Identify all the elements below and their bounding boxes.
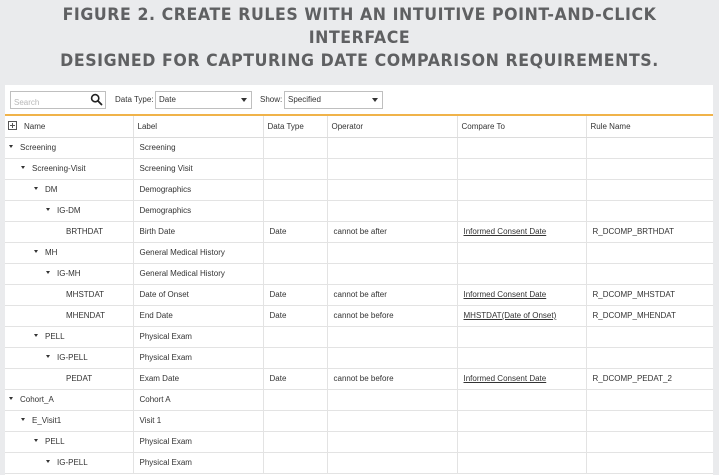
show-value: Specified bbox=[288, 95, 321, 104]
cell-operator bbox=[327, 179, 457, 200]
search-input[interactable] bbox=[11, 96, 89, 110]
cell-label: End Date bbox=[133, 305, 263, 326]
cell-rule-name bbox=[586, 452, 713, 473]
cell-label: General Medical History bbox=[133, 242, 263, 263]
row-name: BRTHDAT bbox=[66, 227, 104, 236]
row-name: IG-MH bbox=[57, 269, 81, 278]
rules-table bbox=[5, 116, 713, 474]
cell-operator bbox=[327, 452, 457, 473]
cell-label: General Medical History bbox=[133, 263, 263, 284]
cell-operator bbox=[327, 158, 457, 179]
cell-rule-name bbox=[586, 263, 713, 284]
cell-rule-name: R_DCOMP_MHSTDAT bbox=[586, 284, 713, 305]
cell-label: Visit 1 bbox=[133, 410, 263, 431]
cell-data-type bbox=[263, 452, 327, 473]
expand-all-icon[interactable] bbox=[8, 121, 17, 130]
figure-title bbox=[25, 4, 694, 73]
cell-rule-name bbox=[586, 179, 713, 200]
cell-name[interactable] bbox=[5, 137, 133, 158]
cell-name[interactable] bbox=[5, 263, 133, 284]
cell-label: Exam Date bbox=[133, 368, 263, 389]
cell-label: Physical Exam bbox=[133, 431, 263, 452]
table-row[interactable] bbox=[5, 347, 713, 368]
cell-data-type bbox=[263, 347, 327, 368]
table-row[interactable] bbox=[5, 410, 713, 431]
tree-toggle-icon[interactable] bbox=[46, 460, 50, 463]
cell-rule-name bbox=[586, 410, 713, 431]
cell-compare-to bbox=[457, 284, 586, 305]
tree-toggle-icon[interactable] bbox=[9, 397, 13, 400]
cell-data-type bbox=[263, 158, 327, 179]
table-row[interactable] bbox=[5, 137, 713, 158]
cell-name[interactable] bbox=[5, 389, 133, 410]
cell-rule-name: R_DCOMP_BRTHDAT bbox=[586, 221, 713, 242]
table-row[interactable] bbox=[5, 452, 713, 473]
cell-compare-to bbox=[457, 368, 586, 389]
cell-rule-name bbox=[586, 137, 713, 158]
data-type-label: Data Type: bbox=[115, 95, 154, 104]
cell-label: Demographics bbox=[133, 179, 263, 200]
cell-operator bbox=[327, 137, 457, 158]
table-row[interactable] bbox=[5, 368, 713, 389]
row-name: PELL bbox=[45, 437, 65, 446]
cell-operator bbox=[327, 242, 457, 263]
cell-name[interactable] bbox=[5, 284, 133, 305]
cell-data-type: Date bbox=[263, 305, 327, 326]
cell-operator bbox=[327, 326, 457, 347]
row-name: Screening bbox=[20, 143, 57, 152]
cell-operator bbox=[327, 389, 457, 410]
row-name: MH bbox=[45, 248, 58, 257]
table-row[interactable] bbox=[5, 431, 713, 452]
rules-table-body bbox=[5, 137, 713, 473]
tree-toggle-icon[interactable] bbox=[34, 334, 38, 337]
cell-name[interactable] bbox=[5, 431, 133, 452]
table-row[interactable] bbox=[5, 179, 713, 200]
cell-name[interactable] bbox=[5, 347, 133, 368]
row-name: IG-DM bbox=[57, 206, 81, 215]
row-name: Screening-Visit bbox=[32, 164, 86, 173]
cell-name[interactable] bbox=[5, 200, 133, 221]
row-name: DM bbox=[45, 185, 58, 194]
figure-title-line-1: FIGURE 2. CREATE RULES WITH AN INTUITIVE POINT-AND-CLICK INTERFACE bbox=[62, 5, 657, 48]
cell-name[interactable] bbox=[5, 158, 133, 179]
cell-compare-to bbox=[457, 158, 586, 179]
tree-toggle-icon[interactable] bbox=[9, 145, 13, 148]
cell-data-type bbox=[263, 410, 327, 431]
cell-data-type bbox=[263, 431, 327, 452]
column-header-data-type[interactable]: Data Type bbox=[263, 116, 327, 137]
table-header-row bbox=[5, 116, 713, 137]
tree-toggle-icon[interactable] bbox=[21, 418, 25, 421]
table-row[interactable] bbox=[5, 389, 713, 410]
cell-compare-to bbox=[457, 179, 586, 200]
column-header-label: Name bbox=[24, 121, 46, 131]
toolbar bbox=[5, 85, 713, 116]
cell-label: Screening Visit bbox=[133, 158, 263, 179]
cell-compare-to bbox=[457, 452, 586, 473]
table-row[interactable] bbox=[5, 305, 713, 326]
compare-to-link[interactable]: Informed Consent Date bbox=[463, 290, 547, 299]
cell-data-type bbox=[263, 263, 327, 284]
tree-toggle-icon[interactable] bbox=[46, 208, 50, 211]
cell-label: Demographics bbox=[133, 200, 263, 221]
column-header-compare-to[interactable]: Compare To bbox=[457, 116, 586, 137]
tree-toggle-icon[interactable] bbox=[34, 439, 38, 442]
cell-compare-to bbox=[457, 305, 586, 326]
column-header-operator[interactable]: Operator bbox=[327, 116, 457, 137]
data-type-value: Date bbox=[159, 95, 176, 104]
table-row[interactable] bbox=[5, 242, 713, 263]
cell-name[interactable] bbox=[5, 410, 133, 431]
cell-name[interactable] bbox=[5, 179, 133, 200]
column-header-rule-name[interactable]: Rule Name bbox=[586, 116, 713, 137]
compare-to-link[interactable]: Informed Consent Date bbox=[463, 374, 547, 383]
table-row[interactable] bbox=[5, 221, 713, 242]
cell-name[interactable] bbox=[5, 326, 133, 347]
table-row[interactable] bbox=[5, 326, 713, 347]
cell-name[interactable] bbox=[5, 242, 133, 263]
cell-rule-name: R_DCOMP_PEDAT_2 bbox=[586, 368, 713, 389]
rules-panel bbox=[5, 85, 713, 475]
row-name: MHSTDAT bbox=[66, 290, 105, 299]
cell-label: Cohort A bbox=[133, 389, 263, 410]
cell-label: Screening bbox=[133, 137, 263, 158]
tree-toggle-icon[interactable] bbox=[21, 166, 25, 169]
cell-rule-name bbox=[586, 389, 713, 410]
cell-rule-name: R_DCOMP_MHENDAT bbox=[586, 305, 713, 326]
chevron-down-icon bbox=[241, 98, 247, 102]
cell-name[interactable] bbox=[5, 452, 133, 473]
cell-operator: cannot be after bbox=[327, 284, 457, 305]
cell-data-type bbox=[263, 179, 327, 200]
cell-compare-to bbox=[457, 221, 586, 242]
cell-operator bbox=[327, 200, 457, 221]
cell-compare-to bbox=[457, 263, 586, 284]
cell-rule-name bbox=[586, 200, 713, 221]
cell-operator bbox=[327, 410, 457, 431]
table-row[interactable] bbox=[5, 263, 713, 284]
row-name: PEDAT bbox=[66, 374, 93, 383]
row-name: Cohort_A bbox=[20, 395, 54, 404]
cell-rule-name bbox=[586, 242, 713, 263]
cell-label: Physical Exam bbox=[133, 347, 263, 368]
cell-compare-to bbox=[457, 347, 586, 368]
column-header-name[interactable] bbox=[5, 116, 133, 137]
cell-rule-name bbox=[586, 158, 713, 179]
cell-data-type bbox=[263, 242, 327, 263]
figure-title-line-2: DESIGNED FOR CAPTURING DATE COMPARISON REQUIREMENTS. bbox=[60, 51, 659, 71]
cell-operator: cannot be before bbox=[327, 305, 457, 326]
cell-label: Physical Exam bbox=[133, 452, 263, 473]
cell-name[interactable] bbox=[5, 368, 133, 389]
table-row[interactable] bbox=[5, 158, 713, 179]
cell-compare-to bbox=[457, 389, 586, 410]
cell-data-type bbox=[263, 389, 327, 410]
cell-compare-to bbox=[457, 431, 586, 452]
cell-data-type: Date bbox=[263, 284, 327, 305]
cell-rule-name bbox=[586, 326, 713, 347]
tree-toggle-icon[interactable] bbox=[34, 250, 38, 253]
cell-compare-to bbox=[457, 137, 586, 158]
column-header-label[interactable]: Label bbox=[133, 116, 263, 137]
cell-label: Physical Exam bbox=[133, 326, 263, 347]
row-name: IG-PELL bbox=[57, 458, 88, 467]
cell-rule-name bbox=[586, 347, 713, 368]
tree-toggle-icon[interactable] bbox=[46, 271, 50, 274]
cell-compare-to bbox=[457, 200, 586, 221]
compare-to-link[interactable]: MHSTDAT(Date of Onset) bbox=[463, 311, 557, 320]
cell-operator bbox=[327, 263, 457, 284]
cell-rule-name bbox=[586, 431, 713, 452]
show-select[interactable] bbox=[284, 91, 383, 109]
cell-data-type bbox=[263, 137, 327, 158]
search-box[interactable] bbox=[10, 91, 106, 109]
cell-operator: cannot be after bbox=[327, 221, 457, 242]
cell-compare-to bbox=[457, 242, 586, 263]
cell-label: Birth Date bbox=[133, 221, 263, 242]
tree-toggle-icon[interactable] bbox=[34, 187, 38, 190]
cell-data-type: Date bbox=[263, 221, 327, 242]
cell-label: Date of Onset bbox=[133, 284, 263, 305]
chevron-down-icon bbox=[372, 98, 378, 102]
row-name: PELL bbox=[45, 332, 65, 341]
cell-name[interactable] bbox=[5, 305, 133, 326]
table-row[interactable] bbox=[5, 284, 713, 305]
cell-data-type bbox=[263, 200, 327, 221]
compare-to-link[interactable]: Informed Consent Date bbox=[463, 227, 547, 236]
row-name: MHENDAT bbox=[66, 311, 105, 320]
tree-toggle-icon[interactable] bbox=[46, 355, 50, 358]
row-name: E_Visit1 bbox=[32, 416, 62, 425]
search-icon[interactable] bbox=[90, 93, 103, 106]
table-row[interactable] bbox=[5, 200, 713, 221]
data-type-select[interactable] bbox=[155, 91, 252, 109]
cell-data-type bbox=[263, 326, 327, 347]
cell-compare-to bbox=[457, 410, 586, 431]
cell-compare-to bbox=[457, 326, 586, 347]
cell-operator bbox=[327, 431, 457, 452]
cell-operator: cannot be before bbox=[327, 368, 457, 389]
cell-data-type: Date bbox=[263, 368, 327, 389]
show-label: Show: bbox=[260, 95, 283, 104]
cell-operator bbox=[327, 347, 457, 368]
cell-name[interactable] bbox=[5, 221, 133, 242]
row-name: IG-PELL bbox=[57, 353, 88, 362]
